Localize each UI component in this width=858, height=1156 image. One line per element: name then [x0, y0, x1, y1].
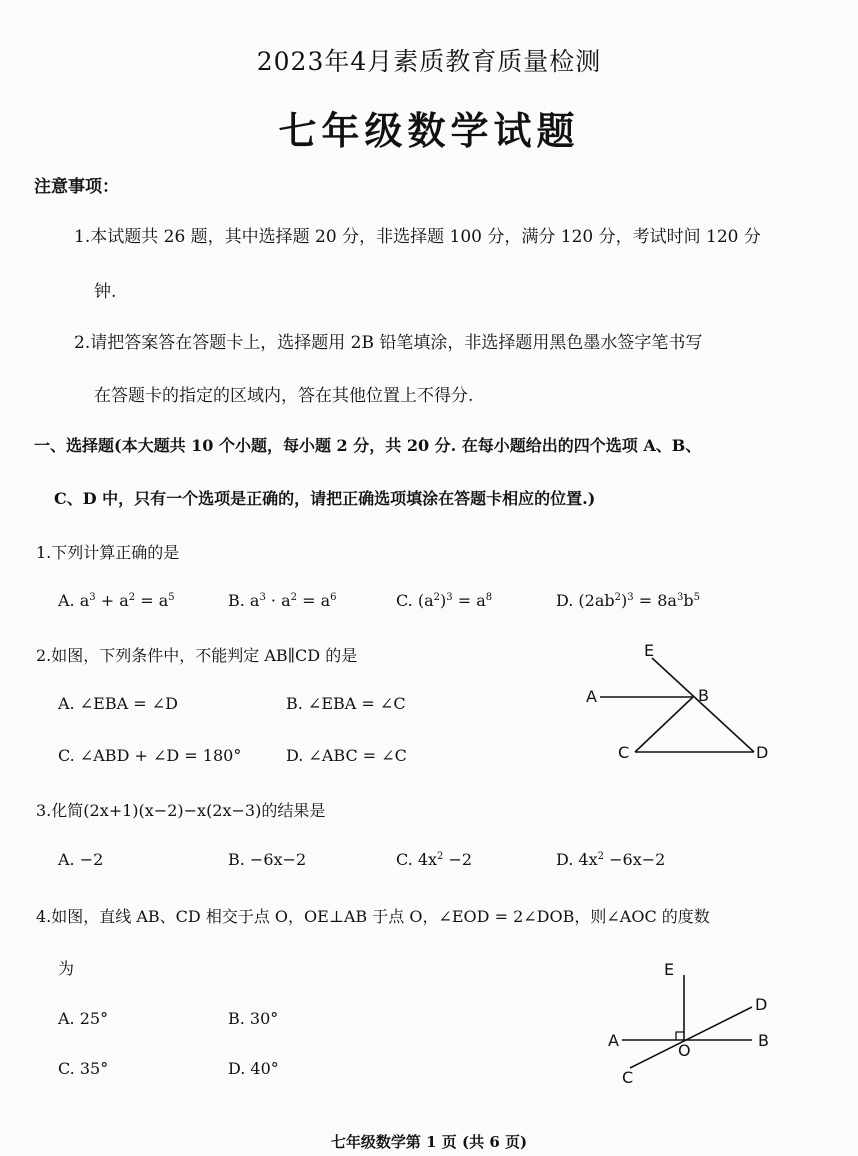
question-1-stem: 1.下列计算正确的是: [36, 543, 180, 562]
label-c: C: [618, 743, 630, 762]
notice-item-2-line-2: 在答题卡的指定的区域内，答在其他位置上不得分.: [94, 386, 474, 406]
label-e: E: [664, 960, 675, 979]
question-2-option-a: A. ∠EBA = ∠D: [58, 694, 178, 713]
question-4-option-a: A. 25°: [58, 1009, 109, 1028]
segment-bc: [635, 697, 693, 752]
line-cd: [630, 1007, 752, 1068]
question-3-option-a: A. −2: [58, 850, 104, 869]
exam-subtitle: 2023年4月素质教育质量检测: [256, 47, 602, 76]
notice-heading: 注意事项：: [34, 177, 119, 197]
question-4-figure: [600, 955, 790, 1090]
question-3-option-c: C. $4x^2 -2$: [396, 850, 473, 869]
right-angle-mark: [676, 1032, 684, 1040]
label-a: A: [608, 1031, 619, 1050]
notice-item-1-line-1: 1.本试题共 26 题，其中选择题 20 分，非选择题 100 分，满分 120 分，考试时间 120 分: [74, 227, 761, 247]
notice-item-2-line-1: 2.请把答案答在答题卡上，选择题用 2B 铅笔填涂，非选择题用黑色墨水签字笔书写: [74, 333, 703, 353]
question-4-stem-line-1: 4.如图，直线 AB、CD 相交于点 O，OE⊥AB 于点 O，∠EOD = 2∠DOB，则∠AOC 的度数: [36, 907, 710, 926]
question-1-option-b: B. $a^3 \cdot a^2 = a^6$: [228, 591, 337, 610]
label-e: E: [644, 641, 655, 660]
question-2-figure: [580, 640, 780, 770]
question-4-stem-line-2: 为: [58, 959, 75, 978]
label-d: D: [755, 995, 768, 1014]
line-ed: [652, 658, 754, 752]
exam-title: 七年级数学试题: [278, 108, 580, 153]
question-3-option-b: B. −6x−2: [228, 850, 307, 869]
label-b: B: [698, 686, 709, 705]
question-2-option-d: D. ∠ABC = ∠C: [286, 746, 407, 765]
question-1-option-d: D. $(2ab^2)^3 = 8a^3b^5$: [556, 591, 700, 610]
question-3-option-d: D. $4x^2 -6x-2$: [556, 850, 666, 869]
section-1-instructions-line-2: C、D 中，只有一个选项是正确的，请把正确选项填涂在答题卡相应的位置.): [54, 489, 596, 508]
question-4-option-d: D. 40°: [228, 1059, 279, 1078]
label-b: B: [758, 1031, 769, 1050]
page-footer: 七年级数学第 1 页 (共 6 页): [330, 1133, 528, 1151]
question-2-option-b: B. ∠EBA = ∠C: [286, 694, 406, 713]
question-4-option-b: B. 30°: [228, 1009, 279, 1028]
section-1-instructions-line-1: 一、选择题(本大题共 10 个小题，每小题 2 分，共 20 分. 在每小题给出的四个选项 A、B、: [34, 436, 702, 455]
notice-item-1-line-2: 钟.: [94, 282, 117, 302]
question-1-option-c: C. $(a^2)^3 = a^8$: [396, 591, 493, 610]
label-d: D: [756, 743, 769, 762]
question-4-option-c: C. 35°: [58, 1059, 109, 1078]
label-o: O: [678, 1041, 691, 1060]
label-c: C: [622, 1068, 634, 1087]
label-a: A: [586, 687, 597, 706]
question-2-stem: 2.如图，下列条件中，不能判定 AB∥CD 的是: [36, 646, 358, 665]
question-3-stem: 3.化简(2x+1)(x−2)−x(2x−3)的结果是: [36, 801, 326, 820]
question-2-option-c: C. ∠ABD + ∠D = 180°: [58, 746, 242, 765]
question-1-option-a: A. $a^3 + a^2 = a^5$: [58, 591, 175, 610]
